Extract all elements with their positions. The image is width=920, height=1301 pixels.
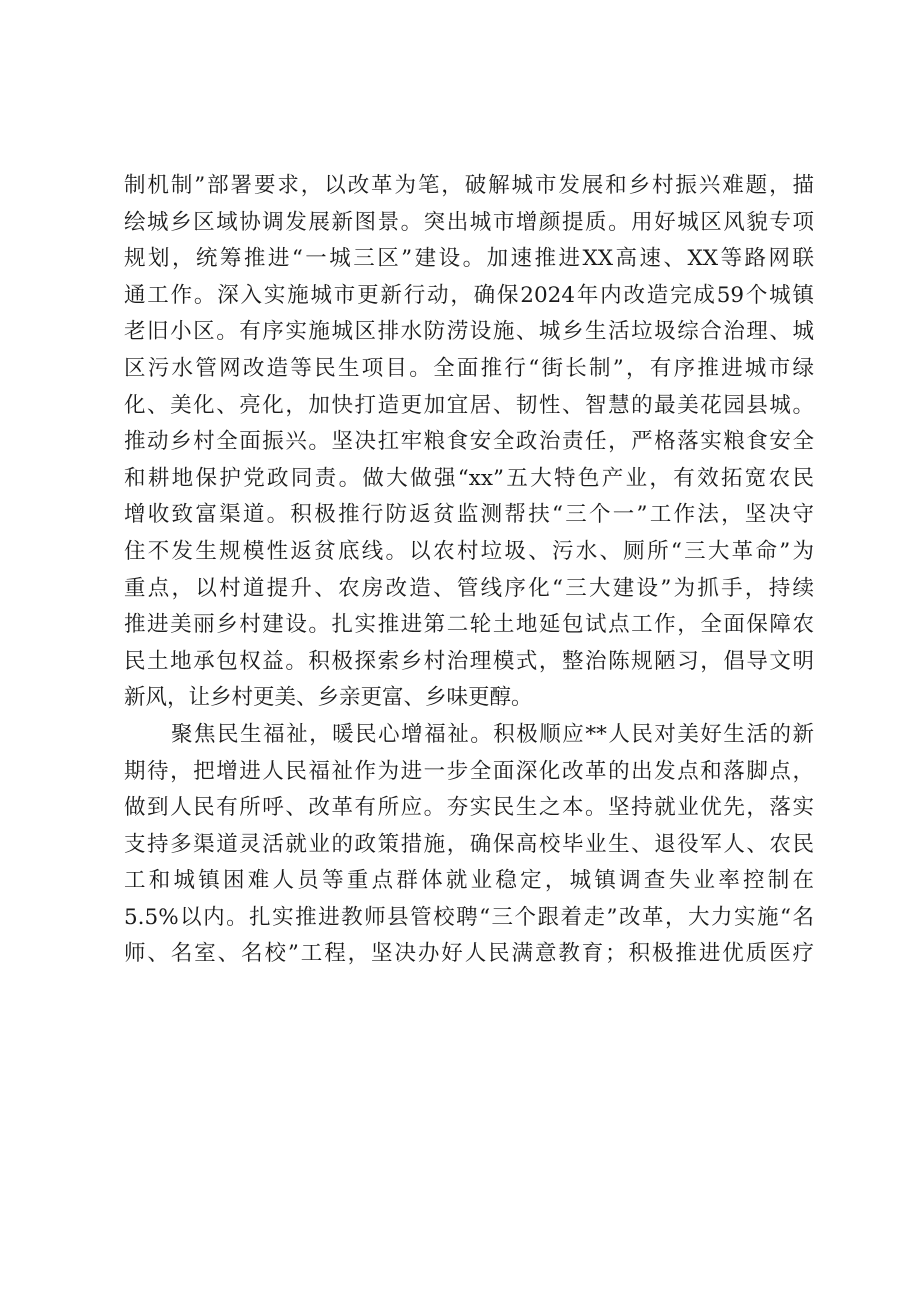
body-text bbox=[124, 168, 814, 973]
text-line: 化、美化、亮化，加快打造更加宜居、韧性、智慧的最美花园县城。 bbox=[124, 392, 814, 418]
text-line: 师、名室、名校”工程，坚决办好人民满意教育；积极推进优质医疗 bbox=[124, 941, 814, 967]
text-line: 重点，以村道提升、农房改造、管线序化“三大建设”为抓手，持续 bbox=[124, 575, 814, 601]
text-line: 制机制”部署要求，以改革为笔，破解城市发展和乡村振兴难题，描 bbox=[124, 173, 814, 198]
text-line: 住不发生规模性返贫底线。以农村垃圾、污水、厕所“三大革命”为 bbox=[124, 538, 814, 564]
text-line: 老旧小区。有序实施城区排水防涝设施、城乡生活垃圾综合治理、城 bbox=[124, 319, 814, 345]
text-line: 期待，把增进人民福祉作为进一步全面深化改革的出发点和落脚点， bbox=[124, 758, 814, 784]
text-line: 工和城镇困难人员等重点群体就业稳定，城镇调查失业率控制在 bbox=[124, 868, 814, 894]
text-line: 规划，统筹推进“一城三区”建设。加速推进XX高速、XX等路网联 bbox=[124, 246, 814, 272]
paragraph-1 bbox=[124, 168, 814, 717]
text-line: 聚焦民生福祉，暖民心增福祉。积极顺应**人民对美好生活的新 bbox=[171, 721, 814, 747]
text-line: 和耕地保护党政同责。做大做强“xx”五大特色产业，有效拓宽农民 bbox=[124, 465, 814, 491]
text-line: 做到人民有所呼、改革有所应。夯实民生之本。坚持就业优先，落实 bbox=[124, 795, 814, 821]
paragraph-2 bbox=[124, 717, 814, 973]
text-line: 推动乡村全面振兴。坚决扛牢粮食安全政治责任，严格落实粮食安全 bbox=[124, 429, 814, 455]
text-line: 通工作。深入实施城市更新行动，确保2024年内改造完成59个城镇 bbox=[124, 282, 814, 308]
text-line: 5.5%以内。扎实推进教师县管校聘“三个跟着走”改革，大力实施“名 bbox=[124, 904, 814, 930]
text-line: 推进美丽乡村建设。扎实推进第二轮土地延包试点工作，全面保障农 bbox=[124, 612, 814, 638]
text-line: 绘城乡区域协调发展新图景。突出城市增颜提质。用好城区风貌专项 bbox=[124, 209, 814, 235]
text-line: 新风，让乡村更美、乡亲更富、乡味更醇。 bbox=[124, 685, 533, 711]
text-line: 民土地承包权益。积极探索乡村治理模式，整治陈规陋习，倡导文明 bbox=[124, 648, 814, 674]
text-line: 区污水管网改造等民生项目。全面推行“街长制”，有序推进城市绿 bbox=[124, 355, 814, 381]
text-line: 增收致富渠道。积极推行防返贫监测帮扶“三个一”工作法，坚决守 bbox=[124, 502, 814, 528]
text-line: 支持多渠道灵活就业的政策措施，确保高校毕业生、退役军人、农民 bbox=[124, 831, 814, 857]
